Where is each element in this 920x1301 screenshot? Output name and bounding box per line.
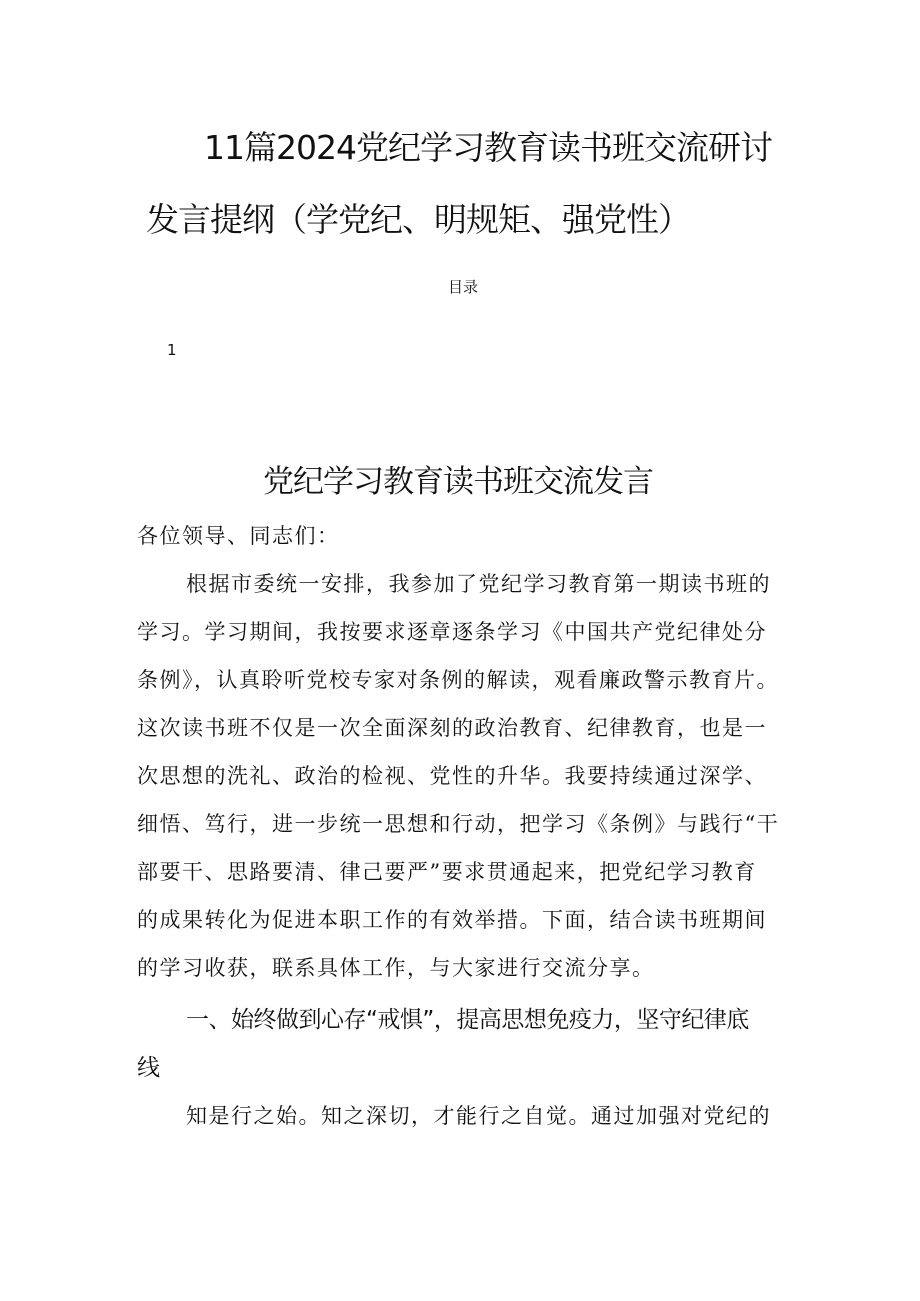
paragraph-line: 的成果转化为促进本职工作的有效举措。下面，结合读书班期间 xyxy=(137,908,767,932)
paragraph-line: 部要干、思路要清、律己要严”要求贯通起来，把党纪学习教育 xyxy=(137,860,757,884)
speech-title: 党纪学习教育读书班交流发言 xyxy=(263,464,653,500)
paragraph-line: 根据市委统一安排，我参加了党纪学习教育第一期读书班的 xyxy=(186,572,771,596)
section-heading-line: 一、始终做到心存“戒惧”，提高思想免疫力，坚守纪律底 xyxy=(186,1007,749,1033)
paragraph-line: 知是行之始。知之深切，才能行之自觉。通过加强对党纪的 xyxy=(186,1104,771,1128)
paragraph-line: 的学习收获，联系具体工作，与大家进行交流分享。 xyxy=(137,956,655,980)
toc-entry: 1 xyxy=(167,341,177,359)
paragraph-line: 次思想的洗礼、政治的检视、党性的升华。我要持续通过深学、 xyxy=(137,764,767,788)
paragraph-line: 这次读书班不仅是一次全面深刻的政治教育、纪律教育，也是一 xyxy=(137,716,767,740)
toc-heading: 目录 xyxy=(448,278,479,296)
salutation: 各位领导、同志们： xyxy=(137,524,340,548)
document-title-line-2: 发言提纲（学党纪、明规矩、强党性） xyxy=(146,200,690,239)
paragraph-line: 细悟、笃行，进一步统一思想和行动，把学习《条例》与践行“干 xyxy=(137,812,780,836)
paragraph-line: 学习。学习期间，我按要求逐章逐条学习《中国共产党纪律处分 xyxy=(137,620,767,644)
document-title-line-1: 11篇2024党纪学习教育读书班交流研讨 xyxy=(204,128,772,167)
paragraph-line: 条例》，认真聆听党校专家对条例的解读，观看廉政警示教育片。 xyxy=(137,668,779,692)
section-heading-line: 线 xyxy=(137,1055,160,1081)
